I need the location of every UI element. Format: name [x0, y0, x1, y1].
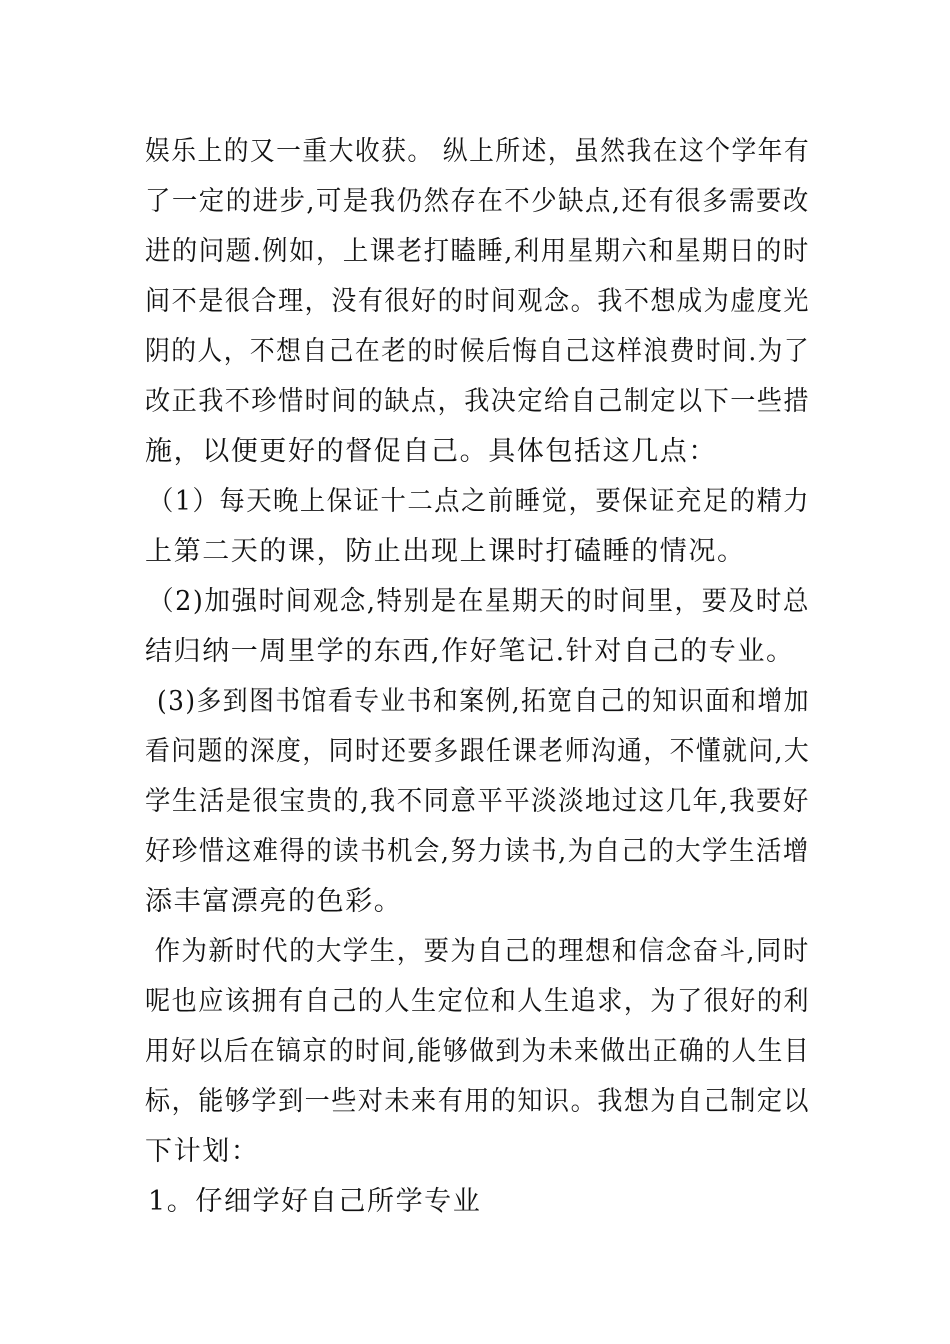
paragraph-2-line-3: 用好以后在镐京的时间,能够做到为未来做出正确的人生目: [145, 1036, 811, 1067]
text-line-3: 进的问题.例如，上课老打瞌睡,利用星期六和星期日的时: [145, 236, 810, 267]
list-item-3-line-1: (3)多到图书馆看专业书和案例,拓宽自己的知识面和增加: [157, 686, 811, 717]
paragraph-2-line-4: 标，能够学到一些对未来有用的知识。我想为自己制定以: [145, 1086, 811, 1117]
list-item-2-line-2: 结归纳一周里学的东西,作好笔记.针对自己的专业。: [145, 636, 795, 667]
plan-item-1: 1。仔细学好自己所学专业: [148, 1186, 482, 1217]
text-line-6: 改正我不珍惜时间的缺点，我决定给自己制定以下一些措: [145, 386, 811, 417]
text-line-1: 娱乐上的又一重大收获。 纵上所述，虽然我在这个学年有: [145, 136, 811, 167]
paragraph-2-line-1: 作为新时代的大学生，要为自己的理想和信念奋斗,同时: [145, 936, 810, 967]
list-item-3-line-4: 好珍惜这难得的读书机会,努力读书,为自己的大学生活增: [145, 836, 810, 867]
text-line-4: 间不是很合理，没有很好的时间观念。我不想成为虚度光: [145, 286, 811, 317]
text-line-7: 施，以便更好的督促自己。具体包括这几点：: [145, 436, 717, 467]
list-item-2-line-1: （2)加强时间观念,特别是在星期天的时间里，要及时总: [148, 586, 810, 617]
list-item-3-line-3: 学生活是很宝贵的,我不同意平平淡淡地过这几年,我要好: [145, 786, 810, 817]
text-line-5: 阴的人，不想自己在老的时候后悔自己这样浪费时间.为了: [145, 336, 811, 367]
text-line-2: 了一定的进步,可是我仍然存在不少缺点,还有很多需要改: [145, 186, 810, 217]
list-item-3-line-2: 看问题的深度，同时还要多跟任课老师沟通，不懂就问,大: [145, 736, 811, 767]
list-item-3-line-5: 添丰富漂亮的色彩。: [145, 886, 403, 917]
list-item-1-line-1: （1）每天晚上保证十二点之前睡觉，要保证充足的精力: [148, 486, 811, 517]
paragraph-2-line-5: 下计划：: [145, 1136, 260, 1167]
list-item-1-line-2: 上第二天的课，防止出现上课时打磕睡的情况。: [145, 536, 746, 567]
paragraph-2-line-2: 呢也应该拥有自己的人生定位和人生追求，为了很好的利: [145, 986, 811, 1017]
